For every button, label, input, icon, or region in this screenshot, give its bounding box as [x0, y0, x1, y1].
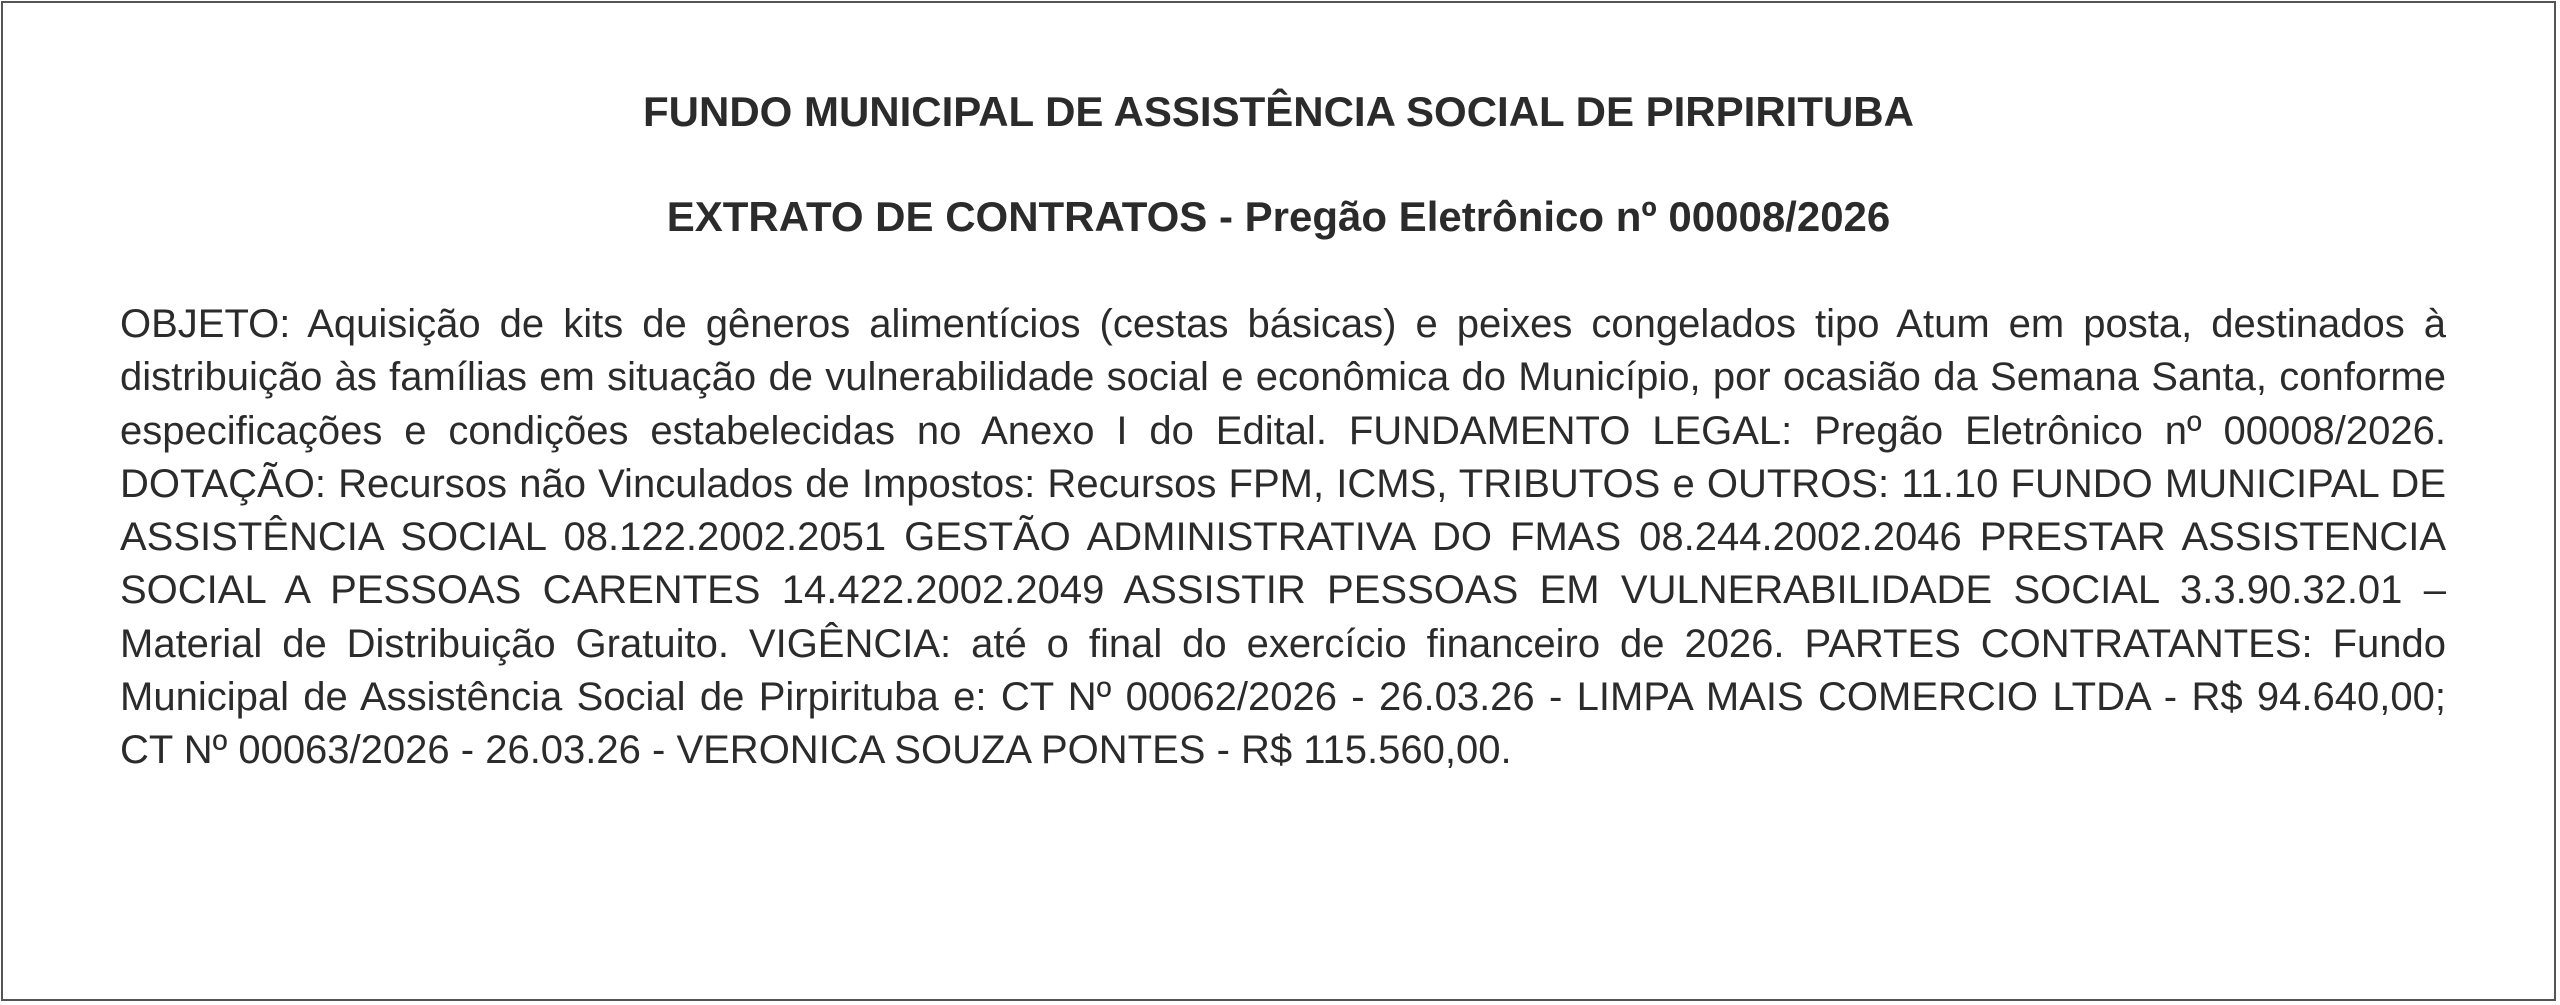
document-subtitle: EXTRATO DE CONTRATOS - Pregão Eletrônico nº 00008/2026	[666, 193, 1891, 240]
document-body: OBJETO: Aquisição de kits de gêneros alimentícios (cestas básicas) e peixes congelados tipo Atum em posta, destinados à distribuição às famílias em situação de vulnerabilidade social e econômica do Município, por ocasião da Semana Santa, conforme especificações e condições estabelecidas no Anexo I do Edital. FUNDAMENTO LEGAL: Pregão Eletrônico nº 00008/2026. DOTAÇÃO: Recursos não Vinculados de Impostos: Recursos FPM, ICMS, TRIBUTOS e OUTROS: 11.10 FUNDO MUNICIPAL DE ASSISTÊNCIA SOCIAL 08.122.2002.2051 GESTÃO ADMINISTRATIVA DO FMAS 08.244.2002.2046 PRESTAR ASSISTENCIA SOCIAL A PESSOAS CARENTES 14.422.2002.2049 ASSISTIR PESSOAS EM VULNERABILIDADE SOCIAL 3.3.90.32.01 – Material de Distribuição Gratuito. VIGÊNCIA: até o final do exercício financeiro de 2026. PARTES CONTRATANTES: Fundo Municipal de Assistência Social de Pirpirituba e: CT Nº 00062/2026 - 26.03.26 - LIMPA MAIS COMERCIO LTDA - R$ 94.640,00; CT Nº 00063/2026 - 26.03.26 - VERONICA SOUZA PONTES - R$ 115.560,00.	[120, 302, 2446, 773]
document-title: FUNDO MUNICIPAL DE ASSISTÊNCIA SOCIAL DE PIRPIRITUBA	[643, 88, 1914, 135]
document-frame	[1, 1, 2556, 1001]
